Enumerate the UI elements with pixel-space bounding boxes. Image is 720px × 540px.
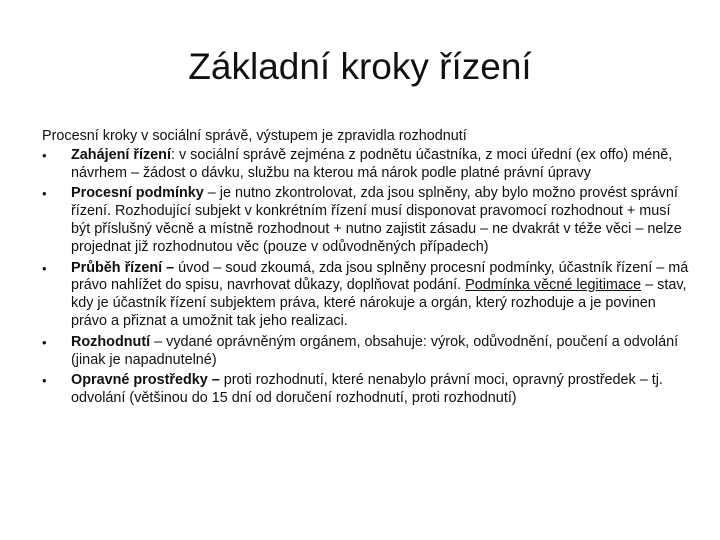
bullet-prubeh-rizeni <box>42 260 692 331</box>
slide-title: Základní kroky řízení <box>188 46 532 87</box>
bullet-term: Průběh řízení – <box>71 259 175 276</box>
bullet-list <box>42 147 692 408</box>
bullet-text-continued: – stav, kdy je účastník řízení subjektem práva, které nárokuje a orgán, který rozhoduje a je povinen právo a přiznat a umožnit tak jeho realizaci. <box>71 277 687 329</box>
intro-text: Procesní kroky v sociální správě, výstupem je zpravidla rozhodnutí <box>42 128 467 144</box>
bullet-text: – vydané oprávněným orgánem, obsahuje: výrok, odůvodnění, poučení a odvolání (jinak je napadnutelné) <box>71 333 679 368</box>
bullet-term: Zahájení řízení <box>71 146 171 163</box>
bullet-opravne-prostredky <box>42 372 692 408</box>
bullet-term: Opravné prostředky – <box>71 372 220 389</box>
bullet-term: Rozhodnutí <box>71 333 151 350</box>
bullet-text: proti rozhodnutí, které nenabylo právní moci, opravný prostředek – tj. odvolání (většinou do 15 dní od doručení rozhodnutí, proti rozhodnutí) <box>71 372 663 407</box>
bullet-rozhodnuti <box>42 334 692 370</box>
bullet-procesni-podminky <box>42 185 692 256</box>
bullet-term: Procesní podmínky <box>71 185 204 202</box>
bullet-zahajeni-rizeni <box>42 147 692 183</box>
underlined-term: Podmínka věcné legitimace <box>465 277 642 294</box>
bullet-text: : v sociální správě zejména z podnětu účastníka, z moci úřední (ex offo) méně, návrhem – žádost o dávku, službu na kterou má nárok podle platné právní úpravy <box>71 146 673 181</box>
bullet-text: úvod – soud zkoumá, zda jsou splněny procesní podmínky, účastník řízení – má právo nahlížet do spisu, navrhovat důkazy, doplňovat podání. <box>71 259 689 294</box>
bullet-text: – je nutno zkontrolovat, zda jsou splněny, aby bylo možno provést správní řízení. Rozhodující subjekt v konkrétním řízení musí disponovat pravomocí rozhodnout + musí být příslušný věcně a místně rozhodnout + nutno zajistit zásadu – ne dvakrát v téže věci – nelze projednat již rozhodnutou věc (pouze v odůvodněných případech) <box>71 185 682 255</box>
slide-body <box>42 128 692 411</box>
